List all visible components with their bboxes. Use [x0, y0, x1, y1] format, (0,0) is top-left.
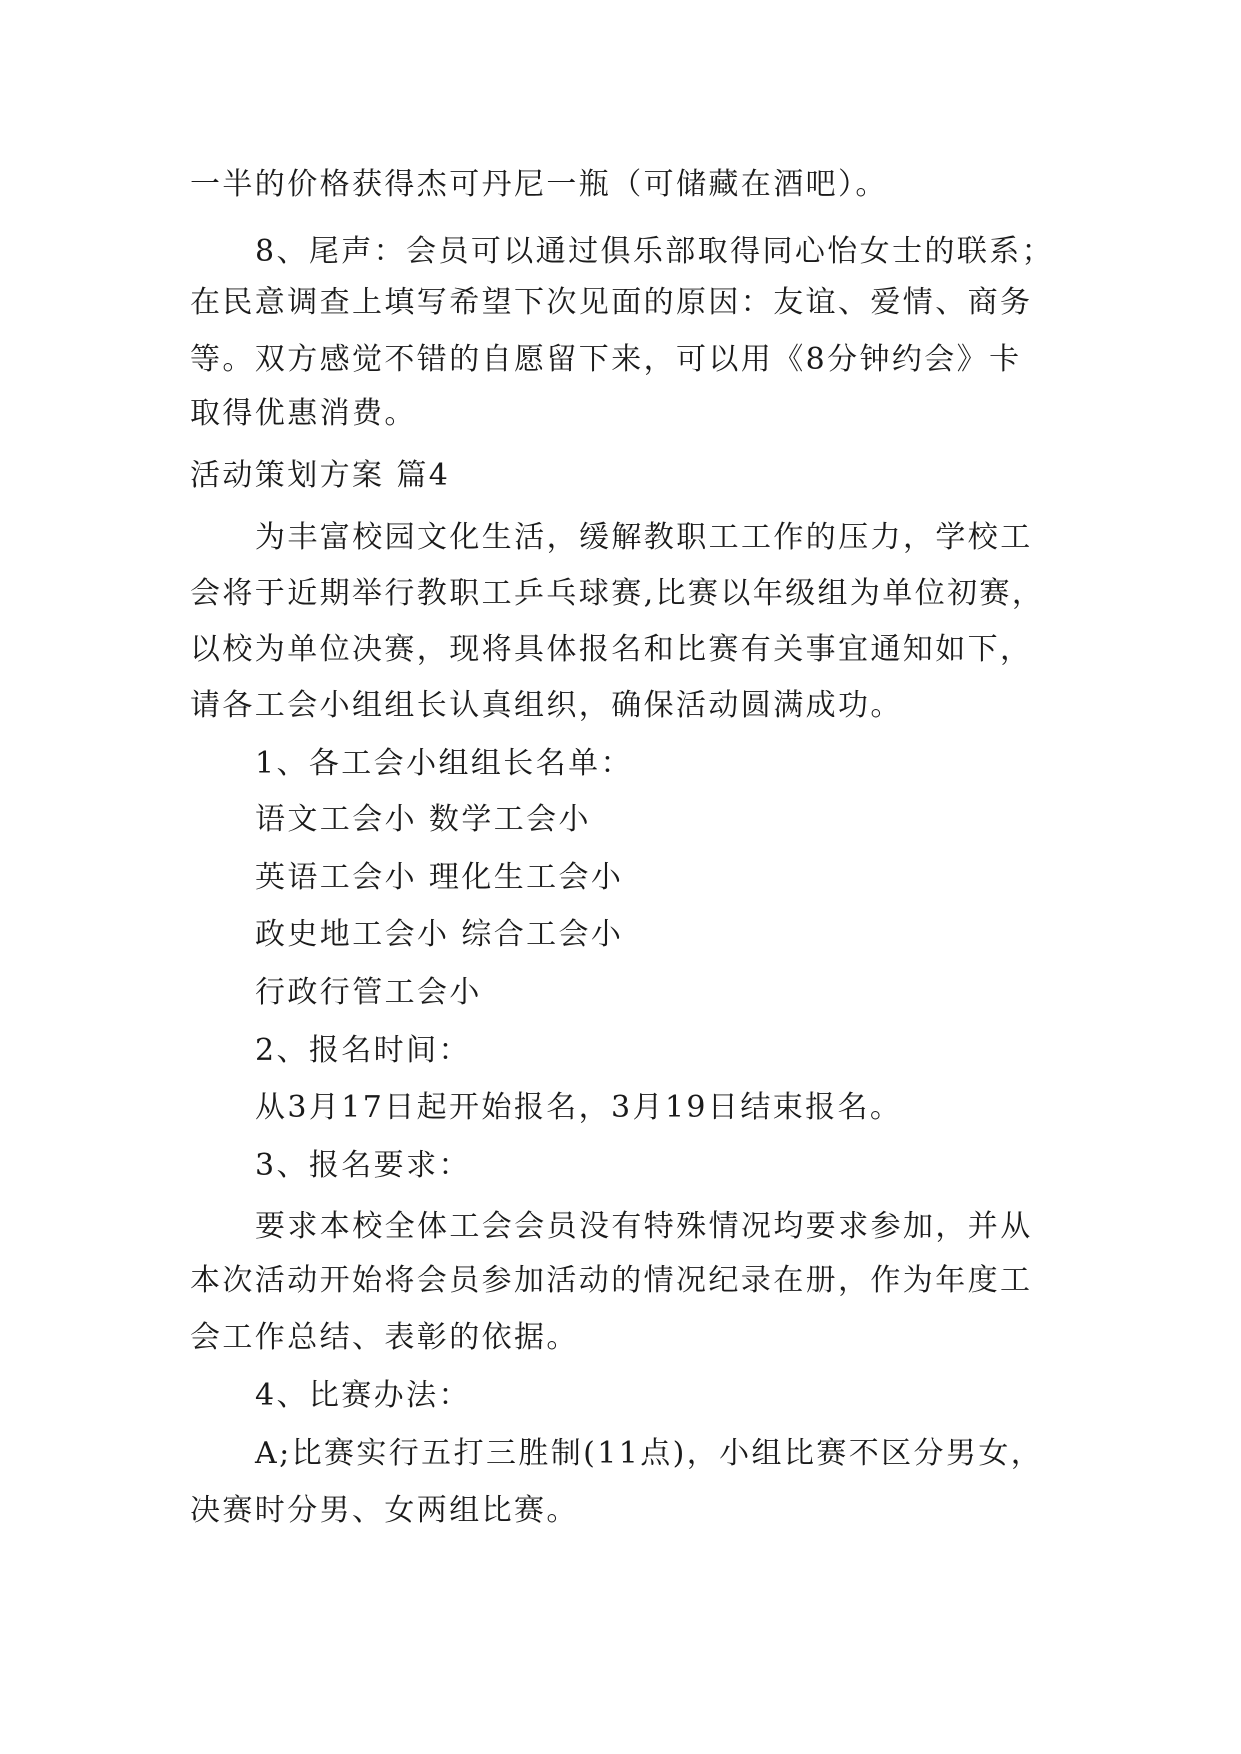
paragraph-line: 从3月17日起开始报名，3月19日结束报名。	[255, 1090, 903, 1125]
list-item: 英语工会小 理化生工会小	[255, 860, 624, 895]
list-item: 语文工会小 数学工会小	[255, 802, 591, 837]
paragraph-line: 在民意调查上填写希望下次见面的原因：友谊、爱情、商务	[190, 285, 1033, 320]
paragraph-line: 会工作总结、表彰的依据。	[190, 1320, 579, 1355]
list-item: 政史地工会小 综合工会小	[255, 917, 624, 952]
list-item: 行政行管工会小	[255, 975, 482, 1010]
paragraph-line: 请各工会小组组长认真组织，确保活动圆满成功。	[190, 688, 903, 723]
paragraph-line: 一半的价格获得杰可丹尼一瓶（可储藏在酒吧）。	[190, 167, 888, 202]
paragraph-line: 会将于近期举行教职工乒乓球赛,比赛以年级组为单位初赛，	[190, 576, 1045, 611]
paragraph-line: 本次活动开始将会员参加活动的情况纪录在册，作为年度工	[190, 1263, 1033, 1298]
paragraph-line: 决赛时分男、女两组比赛。	[190, 1493, 579, 1528]
paragraph-line: 要求本校全体工会会员没有特殊情况均要求参加，并从	[255, 1209, 1033, 1244]
paragraph-line: 等。双方感觉不错的自愿留下来，可以用《8分钟约会》卡	[190, 342, 1022, 377]
paragraph-line: 取得优惠消费。	[190, 396, 417, 431]
paragraph-line: 为丰富校园文化生活，缓解教职工工作的压力，学校工	[255, 520, 1033, 555]
list-heading: 2、报名时间：	[255, 1033, 471, 1068]
section-heading: 活动策划方案 篇4	[190, 458, 451, 493]
paragraph-line: A;比赛实行五打三胜制(11点)，小组比赛不区分男女，	[255, 1436, 1044, 1471]
paragraph-line: 以校为单位决赛，现将具体报名和比赛有关事宜通知如下，	[190, 632, 1033, 667]
list-heading: 4、比赛办法：	[255, 1378, 471, 1413]
paragraph-line: 8、尾声：会员可以通过俱乐部取得同心怡女士的联系；	[255, 234, 1055, 269]
list-heading: 1、各工会小组组长名单：	[255, 746, 633, 781]
list-heading: 3、报名要求：	[255, 1148, 471, 1183]
